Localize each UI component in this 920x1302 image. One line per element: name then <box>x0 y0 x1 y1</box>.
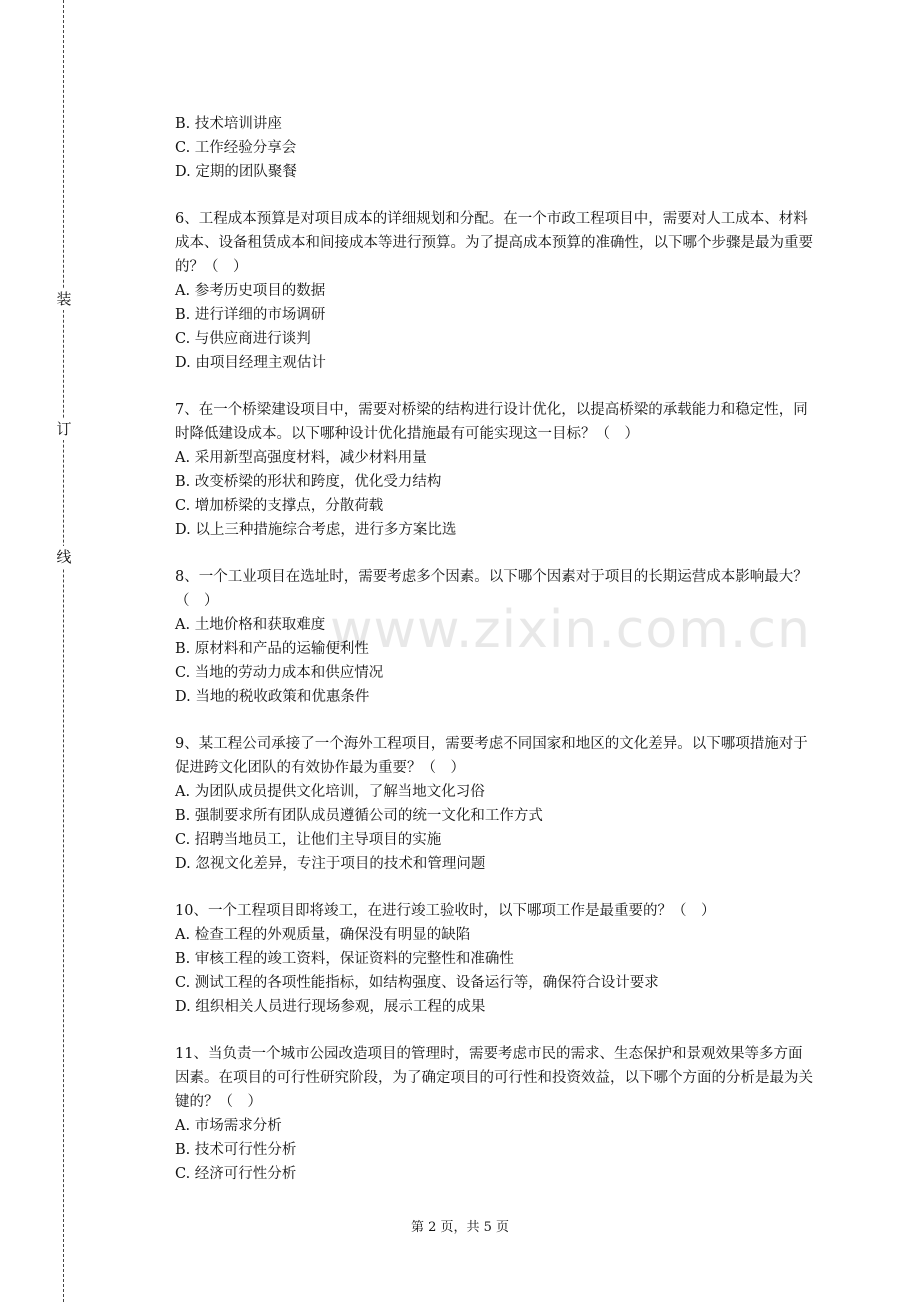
option: D. 当地的税收政策和优惠条件 <box>175 689 370 705</box>
question-9 <box>175 732 815 876</box>
option: C. 当地的劳动力成本和供应情况 <box>175 665 384 681</box>
option: C. 工作经验分享会 <box>175 140 297 156</box>
binding-char-xian: 线 <box>54 546 74 568</box>
option: B. 技术培训讲座 <box>175 116 282 132</box>
option: C. 与供应商进行谈判 <box>175 331 311 347</box>
option: D. 忽视文化差异，专注于项目的技术和管理问题 <box>175 856 486 872</box>
binding-dashed-line <box>63 0 64 1302</box>
watermark: www.zixin.com.cn <box>330 600 811 660</box>
option: A. 土地价格和获取难度 <box>175 617 326 633</box>
binding-char-ding: 订 <box>54 418 74 440</box>
continued-options <box>175 112 815 184</box>
question-stem: 9、某工程公司承接了一个海外工程项目，需要考虑不同国家和地区的文化差异。以下哪项措施对于促进跨文化团队的有效协作最为重要？（ ） <box>175 736 808 776</box>
question-stem: 11、当负责一个城市公园改造项目的管理时，需要考虑市民的需求、生态保护和景观效果等多方面因素。在项目的可行性研究阶段，为了确定项目的可行性和投资效益，以下哪个方面的分析是最为关键的？（ ） <box>175 1046 813 1110</box>
question-stem: 7、在一个桥梁建设项目中，需要对桥梁的结构进行设计优化，以提高桥梁的承载能力和稳定性，同时降低建设成本。以下哪种设计优化措施最有可能实现这一目标？（ ） <box>175 402 808 442</box>
option: B. 进行详细的市场调研 <box>175 307 326 323</box>
option: B. 审核工程的竣工资料，保证资料的完整性和准确性 <box>175 951 514 967</box>
question-stem: 6、工程成本预算是对项目成本的详细规划和分配。在一个市政工程项目中，需要对人工成本、材料成本、设备租赁成本和间接成本等进行预算。为了提高成本预算的准确性，以下哪个步骤是最为重要的？（ ） <box>175 211 813 275</box>
question-8 <box>175 565 815 709</box>
option: D. 组织相关人员进行现场参观，展示工程的成果 <box>175 999 486 1015</box>
page-footer: 第 2 页，共 5 页 <box>410 1220 510 1235</box>
option: B. 技术可行性分析 <box>175 1142 297 1158</box>
option: B. 强制要求所有团队成员遵循公司的统一文化和工作方式 <box>175 808 543 824</box>
option: A. 采用新型高强度材料，减少材料用量 <box>175 450 427 466</box>
option: D. 以上三种措施综合考虑，进行多方案比选 <box>175 522 457 538</box>
option: A. 市场需求分析 <box>175 1118 282 1134</box>
option: B. 改变桥梁的形状和跨度，优化受力结构 <box>175 474 442 490</box>
question-stem: 8、一个工业项目在选址时，需要考虑多个因素。以下哪个因素对于项目的长期运营成本影响最大？（ ） <box>175 569 808 609</box>
question-6 <box>175 207 815 375</box>
binding-char-zhuang: 装 <box>54 288 74 310</box>
option: C. 增加桥梁的支撑点，分散荷载 <box>175 498 384 514</box>
question-stem: 10、一个工程项目即将竣工，在进行竣工验收时，以下哪项工作是最重要的？（ ） <box>175 903 716 919</box>
option: A. 参考历史项目的数据 <box>175 283 326 299</box>
question-7 <box>175 398 815 542</box>
question-10 <box>175 899 815 1019</box>
option: C. 招聘当地员工，让他们主导项目的实施 <box>175 832 442 848</box>
option: D. 定期的团队聚餐 <box>175 164 297 180</box>
question-11 <box>175 1042 815 1186</box>
question-list <box>175 112 815 1209</box>
option: A. 检查工程的外观质量，确保没有明显的缺陷 <box>175 927 471 943</box>
option: D. 由项目经理主观估计 <box>175 355 326 371</box>
option: C. 测试工程的各项性能指标，如结构强度、设备运行等，确保符合设计要求 <box>175 975 659 991</box>
option: C. 经济可行性分析 <box>175 1166 297 1182</box>
option: B. 原材料和产品的运输便利性 <box>175 641 369 657</box>
option: A. 为团队成员提供文化培训，了解当地文化习俗 <box>175 784 485 800</box>
